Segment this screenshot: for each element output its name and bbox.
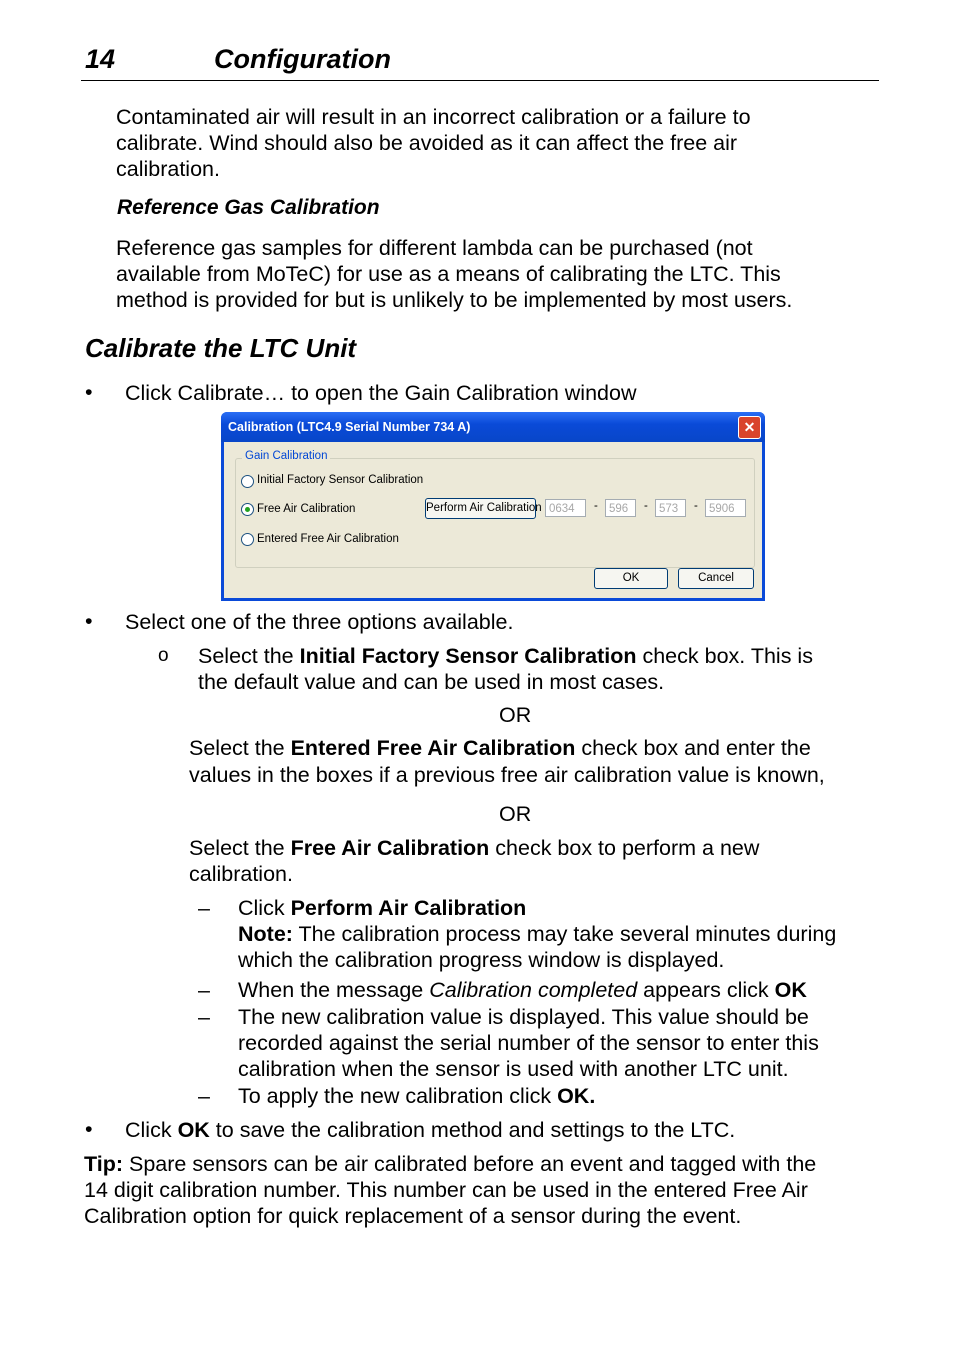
- option2-line-2: values in the boxes if a previous free air calibration value is known,: [189, 763, 825, 787]
- dialog-title: Calibration (LTC4.9 Serial Number 734 A): [228, 420, 471, 434]
- step-dash-3: –: [198, 1005, 210, 1029]
- option2-post: check box and enter the: [575, 736, 811, 760]
- bullet-marker-3: •: [85, 1117, 93, 1141]
- value-separator-3: -: [694, 500, 698, 512]
- or-separator-2: OR: [499, 802, 532, 826]
- dialog-titlebar: [221, 412, 765, 442]
- tip-paragraph: [84, 1151, 816, 1229]
- step2-line: [238, 977, 807, 1003]
- step1-pre: Click: [238, 896, 291, 920]
- section-heading: Calibrate the LTC Unit: [85, 333, 357, 363]
- step3-line-3: calibration when the sensor is used with another LTC unit.: [238, 1057, 789, 1081]
- step3-paragraph: [238, 1004, 819, 1082]
- option1-line-2: the default value and can be used in most cases.: [198, 670, 665, 694]
- calibration-value-3[interactable]: 573: [655, 499, 686, 517]
- step1-bold: Perform Air Calibration: [290, 896, 527, 920]
- option1-paragraph: [198, 643, 813, 695]
- header-rule: [81, 80, 879, 81]
- bullet3-bold: OK: [177, 1118, 210, 1142]
- step3-line-1: The new calibration value is displayed. This value should be: [238, 1005, 809, 1029]
- page-title: Configuration: [214, 44, 391, 74]
- intro-line-2: calibrate. Wind should also be avoided as it can affect the free air: [116, 131, 738, 155]
- option2-bold: Entered Free Air Calibration: [290, 736, 576, 760]
- radio-initial-factory-label: Initial Factory Sensor Calibration: [257, 474, 424, 486]
- option1-post: check box. This is: [636, 644, 813, 668]
- step2-pre: When the message: [238, 978, 430, 1002]
- step2-italic: Calibration completed: [429, 978, 638, 1002]
- bullet3-pre: Click: [125, 1118, 178, 1142]
- option1-bold: Initial Factory Sensor Calibration: [299, 644, 637, 668]
- bullet-text-1: Click Calibrate… to open the Gain Calibration window: [125, 381, 637, 405]
- option2-line-1: [189, 735, 825, 762]
- reference-gas-line-1: Reference gas samples for different lambda can be purchased (not: [116, 236, 753, 260]
- step-dash-1: –: [198, 896, 210, 920]
- step2-bold: OK: [774, 978, 807, 1002]
- reference-gas-line-3: method is provided for but is unlikely to be implemented by most users.: [116, 288, 793, 312]
- tip-line-2: 14 digit calibration number. This number can be used in the entered Free Air: [84, 1178, 808, 1202]
- bullet-marker-1: •: [85, 380, 93, 404]
- calibration-value-4[interactable]: 5906: [705, 499, 746, 517]
- step-dash-2: –: [198, 978, 210, 1002]
- tip-line-1: [84, 1151, 816, 1177]
- calibration-value-1[interactable]: 0634: [545, 499, 586, 517]
- step3-line-2: recorded against the serial number of the sensor to enter this: [238, 1031, 819, 1055]
- bullet-marker-2: •: [85, 609, 93, 633]
- close-icon[interactable]: ✕: [738, 416, 761, 439]
- value-separator-1: -: [594, 500, 598, 512]
- radio-entered-free-air-label: Entered Free Air Calibration: [257, 533, 399, 545]
- option3-pre: Select the: [189, 836, 291, 860]
- or-separator-1: OR: [499, 703, 532, 727]
- gain-calibration-group-label: Gain Calibration: [242, 450, 330, 462]
- radio-entered-free-air[interactable]: [241, 533, 254, 546]
- option3-paragraph: [189, 835, 759, 887]
- calibration-value-2[interactable]: 596: [605, 499, 636, 517]
- bullet-text-3: [125, 1117, 735, 1143]
- option2-pre: Select the: [189, 736, 291, 760]
- note-line-1: [238, 921, 836, 947]
- option3-bold: Free Air Calibration: [290, 836, 490, 860]
- option-marker: o: [158, 645, 169, 666]
- ok-button[interactable]: OK: [594, 568, 668, 589]
- step2-mid: appears click: [637, 978, 775, 1002]
- perform-air-calibration-button[interactable]: Perform Air Calibration: [425, 498, 536, 519]
- reference-gas-heading: Reference Gas Calibration: [117, 196, 380, 219]
- note-text: The calibration process may take several minutes during: [292, 922, 837, 946]
- calibration-dialog: [221, 412, 765, 601]
- bullet-text-2: Select one of the three options available.: [125, 610, 514, 634]
- option1-line-1: [198, 643, 813, 669]
- intro-paragraph: [116, 104, 751, 182]
- reference-gas-line-2: available from MoTeC) for use as a means of calibrating the LTC. This: [116, 262, 781, 286]
- radio-initial-factory[interactable]: [241, 475, 254, 488]
- radio-free-air-label: Free Air Calibration: [257, 503, 356, 515]
- tip-label: Tip:: [84, 1152, 124, 1176]
- tip-text-1: Spare sensors can be air calibrated before an event and tagged with the: [123, 1152, 817, 1176]
- intro-line-1: Contaminated air will result in an incorrect calibration or a failure to: [116, 105, 751, 129]
- note-line-2: which the calibration progress window is displayed.: [238, 948, 725, 972]
- step1-line: [238, 895, 836, 921]
- option3-post: check box to perform a new: [489, 836, 760, 860]
- cancel-button[interactable]: Cancel: [678, 568, 754, 589]
- tip-line-3: Calibration option for quick replacement of a sensor during the event.: [84, 1204, 742, 1228]
- dialog-body: [224, 442, 762, 598]
- step-dash-4: –: [198, 1084, 210, 1108]
- value-separator-2: -: [644, 500, 648, 512]
- step1-paragraph: [238, 895, 836, 973]
- step4-bold: OK.: [557, 1084, 596, 1108]
- step4-line: [238, 1083, 595, 1109]
- bullet3-post: to save the calibration method and settings to the LTC.: [209, 1118, 736, 1142]
- radio-free-air[interactable]: [241, 503, 254, 516]
- intro-line-3: calibration.: [116, 157, 220, 181]
- note-label: Note:: [238, 922, 293, 946]
- reference-gas-paragraph: [116, 235, 792, 313]
- page-number: 14: [85, 44, 116, 74]
- option3-line-2: calibration.: [189, 862, 293, 886]
- option1-pre: Select the: [198, 644, 300, 668]
- option3-line-1: [189, 835, 759, 861]
- step4-pre: To apply the new calibration click: [238, 1084, 558, 1108]
- option2-paragraph: [189, 735, 825, 789]
